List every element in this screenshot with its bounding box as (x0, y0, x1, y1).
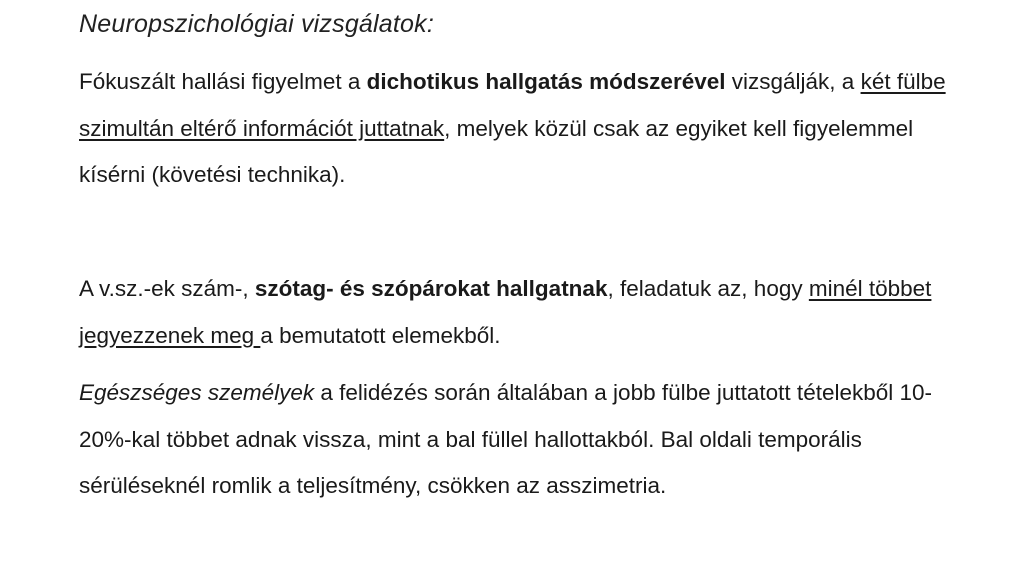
underlined-phrase-simultaneous-info: két fülbe szimultán eltérő információt juttatnak (79, 69, 946, 141)
underlined-phrase-remember-more: minél többet jegyezzenek meg (79, 276, 932, 348)
paragraph-dichotic-method (79, 59, 959, 199)
italic-term-healthy-subjects: Egészséges személyek (79, 380, 315, 405)
text-span: A v.sz.-ek szám-, (79, 276, 255, 301)
text-span: , melyek közül csak az egyiket kell figyelemmel kísérni (követési technika). (79, 115, 914, 187)
text-span: a felidézés során általában a jobb fülbe juttatott tételekből 10-20%-kal többet adnak vissza, mint a bal füllel hallottakból. Bal oldali temporális sérüléseknél romlik a teljesítmény, csökken az asszimetria. (79, 380, 933, 498)
bold-term-dichotic-listening: dichotikus hallgatás módszerével (366, 69, 726, 94)
text-span: vizsgálják, a (725, 69, 861, 94)
paragraph-healthy-subjects (79, 370, 959, 510)
text-span: , feladatuk az, hogy (607, 276, 809, 301)
text-span: a bemutatott elemekből. (260, 322, 501, 348)
bold-term-syllable-pairs: szótag- és szópárokat hallgatnak (254, 276, 608, 301)
paragraph-task-description (79, 266, 959, 359)
slide-heading: Neuropszichológiai vizsgálatok: (79, 10, 434, 38)
text-span: Fókuszált hallási figyelmet a (79, 69, 367, 94)
